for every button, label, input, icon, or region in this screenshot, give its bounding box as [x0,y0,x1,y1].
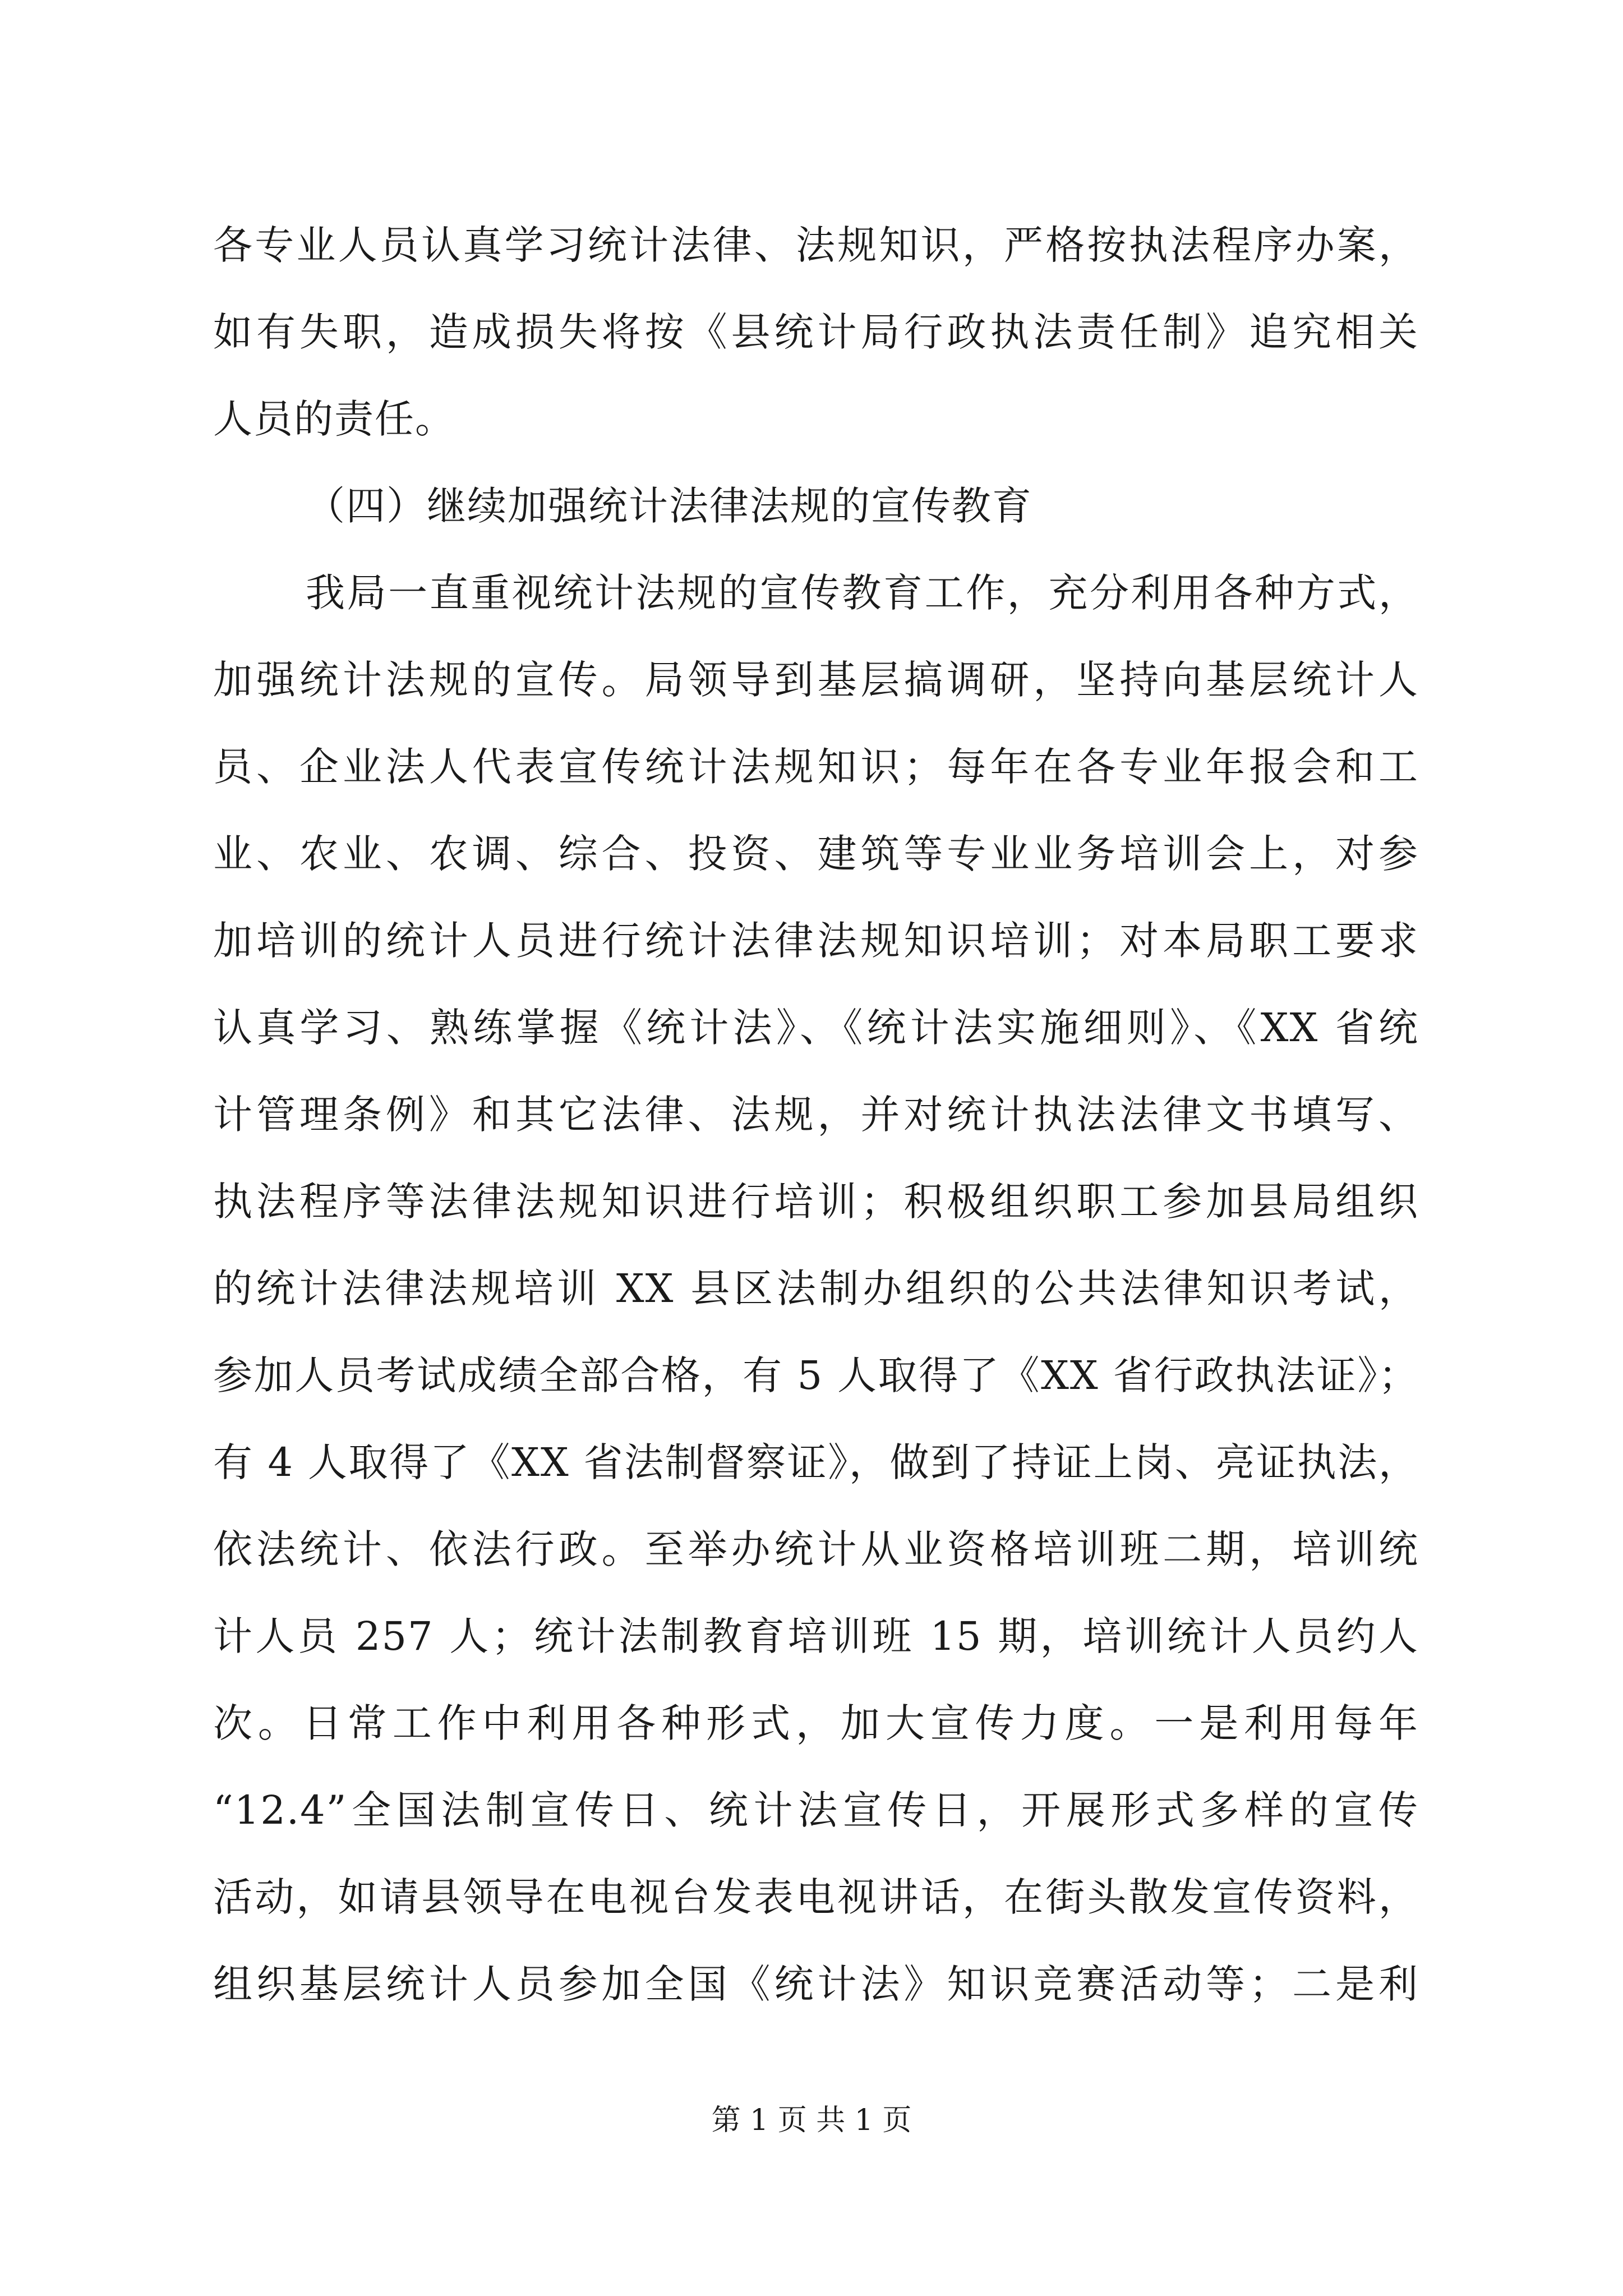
text-line: 加强统计法规的宣传。局领导到基层搞调研，坚持向基层统计人 [213,657,1419,703]
text-line: 次。日常工作中利用各种形式，加大宣传力度。一是利用每年 [213,1700,1419,1746]
paragraph-continued [213,202,1419,463]
text-line: 计管理条例》和其它法律、法规，并对统计执法法律文书填写、 [213,1092,1419,1138]
text-line: 组织基层统计人员参加全国《统计法》知识竞赛活动等；二是利 [213,1961,1419,2007]
page-footer: 第 1 页 共 1 页 [711,2104,912,2137]
text-line: 如有失职，造成损失将按《县统计局行政执法责任制》追究相关 [213,309,1419,355]
section-heading [213,463,1419,550]
text-line: 各专业人员认真学习统计法律、法规知识，严格按执法程序办案， [213,222,1419,268]
text-line: 有 4 人取得了《XX 省法制督察证》，做到了持证上岗、亮证执法， [213,1439,1419,1485]
text-line: 的统计法律法规培训 XX 县区法制办组织的公共法律知识考试， [213,1266,1419,1312]
heading-text: （四）继续加强统计法律法规的宣传教育 [306,483,1032,529]
text-line: 我局一直重视统计法规的宣传教育工作，充分利用各种方式， [306,570,1419,616]
text-line: 计人员 257 人；统计法制教育培训班 15 期，培训统计人员约人 [213,1613,1419,1659]
text-line: 加培训的统计人员进行统计法律法规知识培训；对本局职工要求 [213,918,1419,964]
text-line: 员、企业法人代表宣传统计法规知识；每年在各专业年报会和工 [213,744,1419,790]
text-line: 业、农业、农调、综合、投资、建筑等专业业务培训会上，对参 [213,831,1419,877]
text-line: 人员的责任。 [213,396,455,442]
text-line: 依法统计、依法行政。至举办统计从业资格培训班二期，培训统 [213,1526,1419,1572]
paragraph [213,550,1419,2028]
text-line: 参加人员考试成绩全部合格，有 5 人取得了《XX 省行政执法证》； [213,1352,1419,1398]
text-line: 活动，如请县领导在电视台发表电视讲话，在街头散发宣传资料， [213,1874,1419,1920]
document-body [213,202,1419,2028]
text-line: 认真学习、熟练掌握《统计法》、《统计法实施细则》、《XX 省统 [213,1005,1419,1051]
text-line: 执法程序等法律法规知识进行培训；积极组织职工参加县局组织 [213,1179,1419,1225]
text-line: “12.4”全国法制宣传日、统计法宣传日，开展形式多样的宣传 [213,1787,1419,1833]
